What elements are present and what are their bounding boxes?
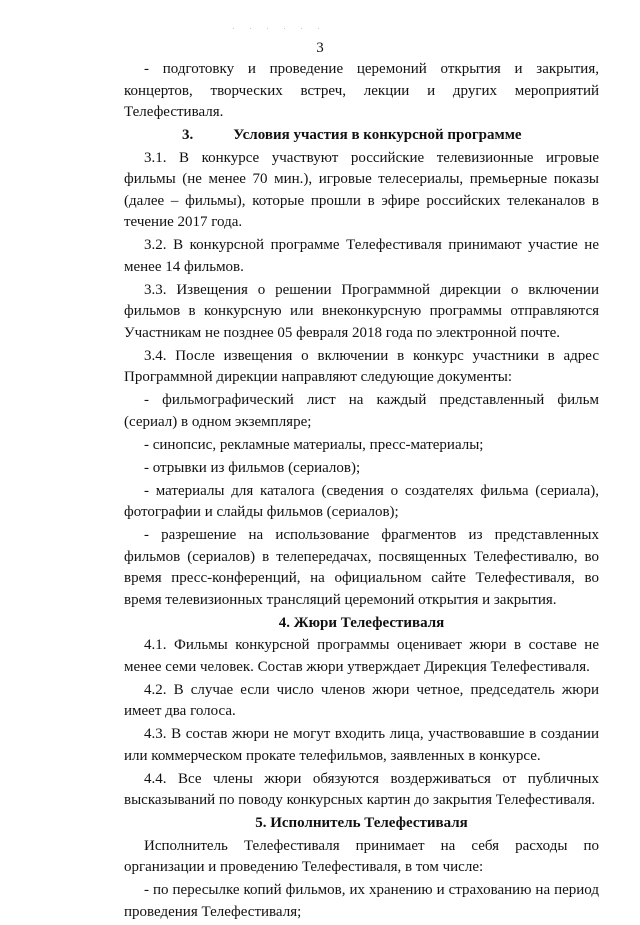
paragraph: 3.1. В конкурсе участвуют российские телевизионные игровые фильмы (не менее 70 мин.), игровые телесериалы, премьерные показы (далее – фильмы), которые прошли в эфире российских телеканалов в течение 2017 года. bbox=[124, 149, 599, 230]
section-heading bbox=[124, 613, 599, 635]
paragraph: 3.3. Извещения о решении Программной дирекции о включении фильмов в конкурсную или внеконкурсную программы отправляются Участникам не позднее 05 февраля 2018 года по электронной почте. bbox=[124, 281, 599, 341]
paragraph: - разрешение на использование фрагментов из представленных фильмов (сериалов) в телепередачах, посвященных Телефестивалю, во время пресс-конференций, на официальном сайте Телефестиваля, во время телевизионных трансляций церемоний открытия и закрытия. bbox=[124, 527, 599, 608]
paragraph: 3.4. После извещения о включении в конкурс участники в адрес Программной дирекции направляют следующие документы: bbox=[124, 347, 599, 385]
section-heading bbox=[124, 125, 599, 147]
paragraph: - синопсис, рекламные материалы, пресс-материалы; bbox=[144, 436, 484, 453]
paragraph: - материалы для каталога (сведения о создателях фильма (сериала), фотографии и слайды фильмов (сериалов); bbox=[124, 482, 599, 520]
paragraph: - фильмографический лист на каждый представленный фильм (сериал) в одном экземпляре; bbox=[124, 392, 599, 430]
paragraph: - отрывки из фильмов (сериалов); bbox=[144, 459, 361, 476]
paragraph: - подготовку и проведение церемоний открытия и закрытия, концертов, творческих встреч, лекции и других мероприятий Телефестиваля. bbox=[124, 61, 599, 120]
section-title: 4. Жюри Телефестиваля bbox=[278, 614, 445, 631]
scan-noise: . . . . . . bbox=[232, 22, 326, 31]
paragraph: 4.4. Все члены жюри обязуются воздерживаться от публичных высказываний по поводу конкурсных картин до закрытия Телефестиваля. bbox=[124, 770, 599, 808]
section-heading bbox=[124, 813, 599, 835]
section-number: 3. bbox=[182, 127, 194, 143]
paragraph: - по пересылке копий фильмов, их хранению и страхованию на период проведения Телефестиваля; bbox=[124, 882, 599, 920]
paragraph: Исполнитель Телефестиваля принимает на себя расходы по организации и проведению Телефестиваля, в том числе: bbox=[124, 837, 599, 875]
paragraph: 4.3. В состав жюри не могут входить лица, участвовавшие в создании или коммерческом прокате телефильмов, заявленных в конкурсе. bbox=[124, 726, 599, 764]
paragraph: 4.2. В случае если число членов жюри четное, председатель жюри имеет два голоса. bbox=[124, 681, 599, 719]
document-body bbox=[124, 59, 599, 925]
section-title: 5. Исполнитель Телефестиваля bbox=[255, 815, 468, 831]
page-number: 3 bbox=[316, 40, 324, 56]
paragraph: 4.1. Фильмы конкурсной программы оценивает жюри в составе не менее семи человек. Состав жюри утверждает Дирекция Телефестиваля. bbox=[124, 637, 599, 675]
section-title: Условия участия в конкурсной программе bbox=[233, 127, 522, 143]
paragraph: 3.2. В конкурсной программе Телефестиваля принимают участие не менее 14 фильмов. bbox=[124, 237, 599, 275]
